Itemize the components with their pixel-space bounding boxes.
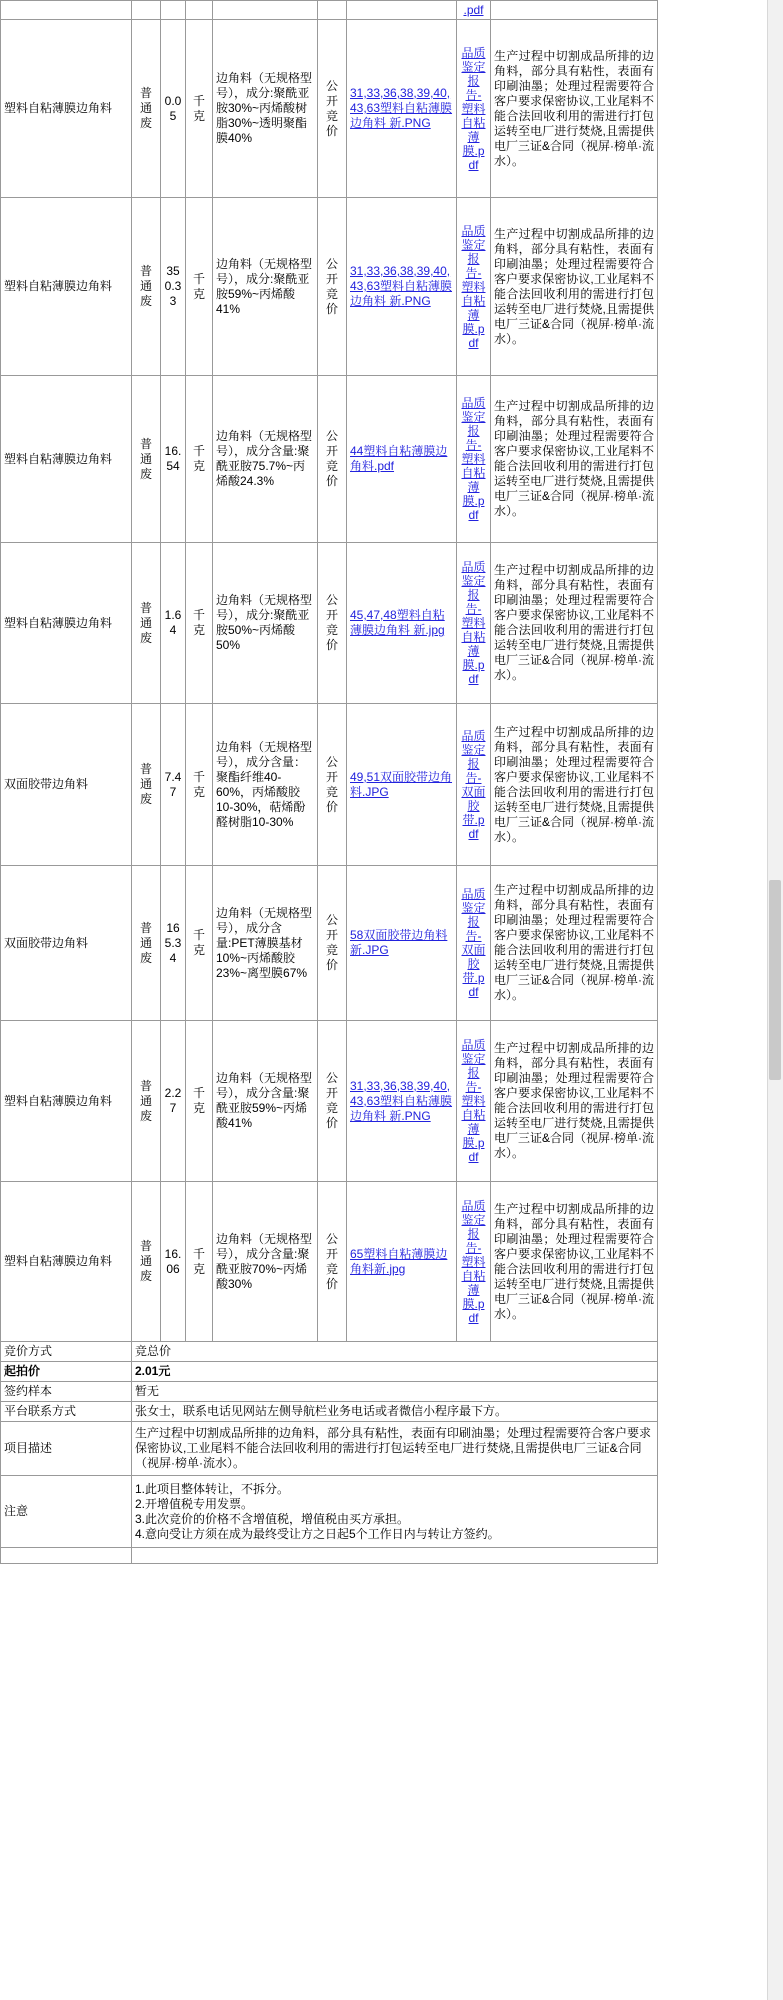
item-unit: 千克 xyxy=(186,704,213,866)
item-cert xyxy=(457,704,491,866)
item-desc: 生产过程中切割成品所排的边角料，部分具有粘性，表面有印刷油墨；处理过程需要符合客户要求保密协议,工业尾料不能合法回收利用的需进行打包运转至电厂进行焚烧,且需提供电厂三证&合同（视屏·榜单·流水）。 xyxy=(491,704,658,866)
notice-line-1: 1.此项目整体转让，不拆分。 xyxy=(135,1481,290,1496)
item-grade: 普通废 xyxy=(132,1021,161,1182)
item-desc: 生产过程中切割成品所排的边角料，部分具有粘性，表面有印刷油墨；处理过程需要符合客户要求保密协议,工业尾料不能合法回收利用的需进行打包运转至电厂进行焚烧,且需提供电厂三证&合同（视屏·榜单·流水）。 xyxy=(491,1182,658,1342)
item-cert xyxy=(457,866,491,1021)
quality-report-link[interactable]: 品质鉴定报告-塑料自粘薄膜.pdf xyxy=(461,1198,486,1325)
summary-label: 签约样本 xyxy=(1,1382,132,1402)
scrollbar-thumb[interactable] xyxy=(769,880,781,1080)
item-bid-mode: 公开竞价 xyxy=(318,20,347,198)
item-name: 塑料自粘薄膜边角料 xyxy=(1,20,132,198)
attachment-link[interactable]: 65塑料自粘薄膜边角料新.jpg xyxy=(350,1246,448,1276)
table-row xyxy=(1,20,658,198)
project-description-label: 项目描述 xyxy=(1,1422,132,1476)
quality-report-link[interactable]: 品质鉴定报告-塑料自粘薄膜.pdf xyxy=(461,45,486,172)
item-spec: 边角料（无规格型号），成分含量:聚酰亚胺59%~丙烯酸41% xyxy=(213,1021,318,1182)
summary-value: 张女士，联系电话见网站左侧导航栏业务电话或者微信小程序最下方。 xyxy=(132,1402,658,1422)
attachment-link[interactable]: 58双面胶带边角料 新.JPG xyxy=(350,928,448,957)
item-name: 塑料自粘薄膜边角料 xyxy=(1,376,132,543)
item-file xyxy=(347,1021,457,1182)
cell-empty-label xyxy=(1,1548,132,1564)
item-spec: 边角料（无规格型号），成分含量:聚酰亚胺75.7%~丙烯酸24.3% xyxy=(213,376,318,543)
table-row-trailing xyxy=(1,1548,658,1564)
item-qty: 16.54 xyxy=(161,376,186,543)
item-cert xyxy=(457,543,491,704)
item-grade: 普通废 xyxy=(132,20,161,198)
item-name: 塑料自粘薄膜边角料 xyxy=(1,198,132,376)
notice-line-2: 2.开增值税专用发票。 xyxy=(135,1496,254,1511)
item-name: 双面胶带边角料 xyxy=(1,704,132,866)
cell-grade xyxy=(132,1,161,20)
item-bid-mode: 公开竞价 xyxy=(318,376,347,543)
item-unit: 千克 xyxy=(186,20,213,198)
attachment-link[interactable]: 31,33,36,38,39,40,43,63塑料自粘薄膜边角料 新.PNG xyxy=(350,1078,453,1123)
cell-file xyxy=(347,1,457,20)
item-grade: 普通废 xyxy=(132,198,161,376)
quality-report-link[interactable]: 品质鉴定报告-塑料自粘薄膜.pdf xyxy=(461,1038,486,1164)
item-cert xyxy=(457,198,491,376)
summary-value: 2.01元 xyxy=(132,1362,658,1382)
item-bid-mode: 公开竞价 xyxy=(318,704,347,866)
item-bid-mode: 公开竞价 xyxy=(318,543,347,704)
item-name: 双面胶带边角料 xyxy=(1,866,132,1021)
attachment-link[interactable]: 44塑料自粘薄膜边角料.pdf xyxy=(350,444,448,473)
item-spec: 边角料（无规格型号），成分:聚酰亚胺30%~丙烯酸树脂30%~透明聚酯膜40% xyxy=(213,20,318,198)
cert-link-partial[interactable]: .pdf xyxy=(463,3,484,17)
attachment-link[interactable]: 49,51双面胶带边角料.JPG xyxy=(350,769,453,799)
cell-name xyxy=(1,1,132,20)
item-qty: 350.33 xyxy=(161,198,186,376)
item-desc: 生产过程中切割成品所排的边角料，部分具有粘性，表面有印刷油墨；处理过程需要符合客户要求保密协议,工业尾料不能合法回收利用的需进行打包运转至电厂进行焚烧,且需提供电厂三证&合同（视屏·榜单·流水）。 xyxy=(491,866,658,1021)
cell-bid xyxy=(318,1,347,20)
item-unit: 千克 xyxy=(186,198,213,376)
item-bid-mode: 公开竞价 xyxy=(318,866,347,1021)
item-unit: 千克 xyxy=(186,866,213,1021)
summary-row-contact xyxy=(1,1402,658,1422)
attachment-link[interactable]: 45,47,48塑料自粘薄膜边角料 新.jpg xyxy=(350,608,445,637)
table-row xyxy=(1,543,658,704)
project-description-text: 生产过程中切割成品所排的边角料，部分具有粘性，表面有印刷油墨；处理过程需要符合客户要求保密协议,工业尾料不能合法回收利用的需进行打包运转至电厂进行焚烧,且需提供电厂三证&合同（视屏·榜单·流水）。 xyxy=(132,1422,658,1476)
item-spec: 边角料（无规格型号），成分含量：聚酯纤维40-60%，丙烯酸胶10-30%，萜烯酚醛树脂10-30% xyxy=(213,704,318,866)
item-file xyxy=(347,704,457,866)
item-file xyxy=(347,543,457,704)
attachment-link[interactable]: 31,33,36,38,39,40,43,63塑料自粘薄膜边角料 新.PNG xyxy=(350,264,453,308)
item-grade: 普通废 xyxy=(132,1182,161,1342)
item-qty: 16.06 xyxy=(161,1182,186,1342)
item-name: 塑料自粘薄膜边角料 xyxy=(1,1182,132,1342)
table-row xyxy=(1,198,658,376)
item-cert xyxy=(457,1021,491,1182)
cell-spec xyxy=(213,1,318,20)
cell-cert xyxy=(457,1,491,20)
notice-row xyxy=(1,1476,658,1548)
attachment-link[interactable]: 31,33,36,38,39,40,43,63塑料自粘薄膜边角料 新.PNG xyxy=(350,86,453,130)
item-unit: 千克 xyxy=(186,1182,213,1342)
quality-report-link[interactable]: 品质鉴定报告-双面胶带.pdf xyxy=(461,887,486,999)
cell-empty-value xyxy=(132,1548,658,1564)
quality-report-link[interactable]: 品质鉴定报告-双面胶带.pdf xyxy=(461,728,486,841)
item-file xyxy=(347,1182,457,1342)
item-cert xyxy=(457,1182,491,1342)
item-qty: 0.05 xyxy=(161,20,186,198)
table-row xyxy=(1,1021,658,1182)
item-qty: 7.47 xyxy=(161,704,186,866)
summary-value: 竞总价 xyxy=(132,1342,658,1362)
item-desc: 生产过程中切割成品所排的边角料，部分具有粘性，表面有印刷油墨；处理过程需要符合客户要求保密协议,工业尾料不能合法回收利用的需进行打包运转至电厂进行焚烧,且需提供电厂三证&合同（视屏·榜单·流水）。 xyxy=(491,1021,658,1182)
summary-row-start-price xyxy=(1,1362,658,1382)
quality-report-link[interactable]: 品质鉴定报告-塑料自粘薄膜.pdf xyxy=(461,560,486,686)
summary-label: 起拍价 xyxy=(1,1362,132,1382)
quality-report-link[interactable]: 品质鉴定报告-塑料自粘薄膜.pdf xyxy=(461,396,486,522)
item-desc: 生产过程中切割成品所排的边角料，部分具有粘性，表面有印刷油墨；处理过程需要符合客户要求保密协议,工业尾料不能合法回收利用的需进行打包运转至电厂进行焚烧,且需提供电厂三证&合同（视屏·榜单·流水）。 xyxy=(491,20,658,198)
summary-row-bid-mode xyxy=(1,1342,658,1362)
item-grade: 普通废 xyxy=(132,866,161,1021)
notice-line-4: 4.意向受让方须在成为最终受让方之日起5个工作日内与转让方签约。 xyxy=(135,1526,500,1541)
item-file xyxy=(347,20,457,198)
item-desc: 生产过程中切割成品所排的边角料，部分具有粘性，表面有印刷油墨；处理过程需要符合客户要求保密协议,工业尾料不能合法回收利用的需进行打包运转至电厂进行焚烧,且需提供电厂三证&合同（视屏·榜单·流水）。 xyxy=(491,543,658,704)
item-grade: 普通废 xyxy=(132,704,161,866)
summary-row-contract-sample xyxy=(1,1382,658,1402)
item-grade: 普通废 xyxy=(132,376,161,543)
item-unit: 千克 xyxy=(186,543,213,704)
item-desc: 生产过程中切割成品所排的边角料，部分具有粘性，表面有印刷油墨；处理过程需要符合客户要求保密协议,工业尾料不能合法回收利用的需进行打包运转至电厂进行焚烧,且需提供电厂三证&合同（视屏·榜单·流水）。 xyxy=(491,376,658,543)
item-cert xyxy=(457,376,491,543)
cell-desc xyxy=(491,1,658,20)
table-row xyxy=(1,1182,658,1342)
item-bid-mode: 公开竞价 xyxy=(318,1021,347,1182)
notice-label: 注意 xyxy=(1,1476,132,1548)
item-bid-mode: 公开竞价 xyxy=(318,198,347,376)
item-desc: 生产过程中切割成品所排的边角料，部分具有粘性，表面有印刷油墨；处理过程需要符合客户要求保密协议,工业尾料不能合法回收利用的需进行打包运转至电厂进行焚烧,且需提供电厂三证&合同（视屏·榜单·流水）。 xyxy=(491,198,658,376)
item-unit: 千克 xyxy=(186,376,213,543)
item-spec: 边角料（无规格型号），成分:聚酰亚胺59%~丙烯酸41% xyxy=(213,198,318,376)
table-row xyxy=(1,866,658,1021)
vertical-scrollbar[interactable] xyxy=(767,0,783,2000)
quality-report-link[interactable]: 品质鉴定报告-塑料自粘薄膜.pdf xyxy=(461,223,486,350)
notice-line-3: 3.此次竞价的价格不含增值税，增值税由买方承担。 xyxy=(135,1511,410,1526)
item-spec: 边角料（无规格型号），成分:聚酰亚胺50%~丙烯酸50% xyxy=(213,543,318,704)
item-qty: 165.34 xyxy=(161,866,186,1021)
summary-label: 平台联系方式 xyxy=(1,1402,132,1422)
lot-items-body xyxy=(1,1,658,1564)
notice-text xyxy=(132,1476,658,1548)
item-spec: 边角料（无规格型号），成分含量:聚酰亚胺70%~丙烯酸30% xyxy=(213,1182,318,1342)
item-grade: 普通废 xyxy=(132,543,161,704)
item-file xyxy=(347,198,457,376)
item-spec: 边角料（无规格型号），成分含量:PET薄膜基材10%~丙烯酸胶23%~离型膜67% xyxy=(213,866,318,1021)
item-qty: 2.27 xyxy=(161,1021,186,1182)
item-unit: 千克 xyxy=(186,1021,213,1182)
cell-qty xyxy=(161,1,186,20)
cell-unit xyxy=(186,1,213,20)
item-name: 塑料自粘薄膜边角料 xyxy=(1,543,132,704)
item-cert xyxy=(457,20,491,198)
summary-label: 竞价方式 xyxy=(1,1342,132,1362)
item-name: 塑料自粘薄膜边角料 xyxy=(1,1021,132,1182)
item-qty: 1.64 xyxy=(161,543,186,704)
table-row xyxy=(1,704,658,866)
item-file xyxy=(347,866,457,1021)
summary-value: 暂无 xyxy=(132,1382,658,1402)
project-description-row xyxy=(1,1422,658,1476)
item-file xyxy=(347,376,457,543)
table-row xyxy=(1,376,658,543)
table-row-partial xyxy=(1,1,658,20)
item-bid-mode: 公开竞价 xyxy=(318,1182,347,1342)
